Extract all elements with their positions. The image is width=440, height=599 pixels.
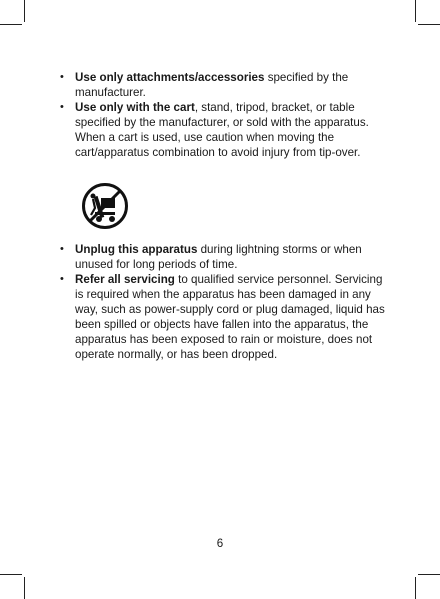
list-item — [58, 242, 388, 272]
cart-icon-area — [58, 160, 388, 242]
list-item — [58, 70, 388, 100]
crop-mark-top-right — [415, 0, 416, 22]
item-text: , stand, tripod, bracket, or table specified by the manufacturer, or sold with the apparatus. When a cart is used, use caution when moving the cart/apparatus combination to avoid injury from tip-over. — [75, 101, 369, 159]
list-item — [58, 272, 388, 362]
item-heading: Refer all servicing — [75, 273, 175, 286]
crop-mark-bottom-right — [415, 577, 416, 599]
item-text: to qualified service personnel. Servicing is required when the apparatus has been damaged in any way, such as power-supply cord or plug damaged, liquid has been spilled or objects have fallen into the apparatus, the apparatus has been exposed to rain or moisture, does not operate normally, or has been dropped. — [75, 273, 385, 361]
safety-instructions — [58, 70, 388, 362]
item-heading: Unplug this apparatus — [75, 243, 198, 256]
crop-mark-left-bottom — [0, 574, 22, 575]
item-heading: Use only with the cart — [75, 101, 195, 114]
crop-mark-bottom-left — [24, 577, 25, 599]
bullet-list-bottom — [58, 242, 388, 362]
crop-mark-right-top — [418, 24, 440, 25]
cart-tip-over-warning-icon — [81, 182, 129, 230]
bullet-list-top — [58, 70, 388, 160]
item-heading: Use only attachments/accessories — [75, 71, 265, 84]
crop-mark-top-left — [24, 0, 25, 22]
item-text: specified by the manufacturer. — [75, 71, 349, 99]
list-item — [58, 100, 388, 160]
crop-mark-left-top — [0, 24, 22, 25]
item-text: during lightning storms or when unused for long periods of time. — [75, 243, 362, 271]
crop-mark-right-bottom — [418, 574, 440, 575]
page-number: 6 — [216, 537, 224, 550]
